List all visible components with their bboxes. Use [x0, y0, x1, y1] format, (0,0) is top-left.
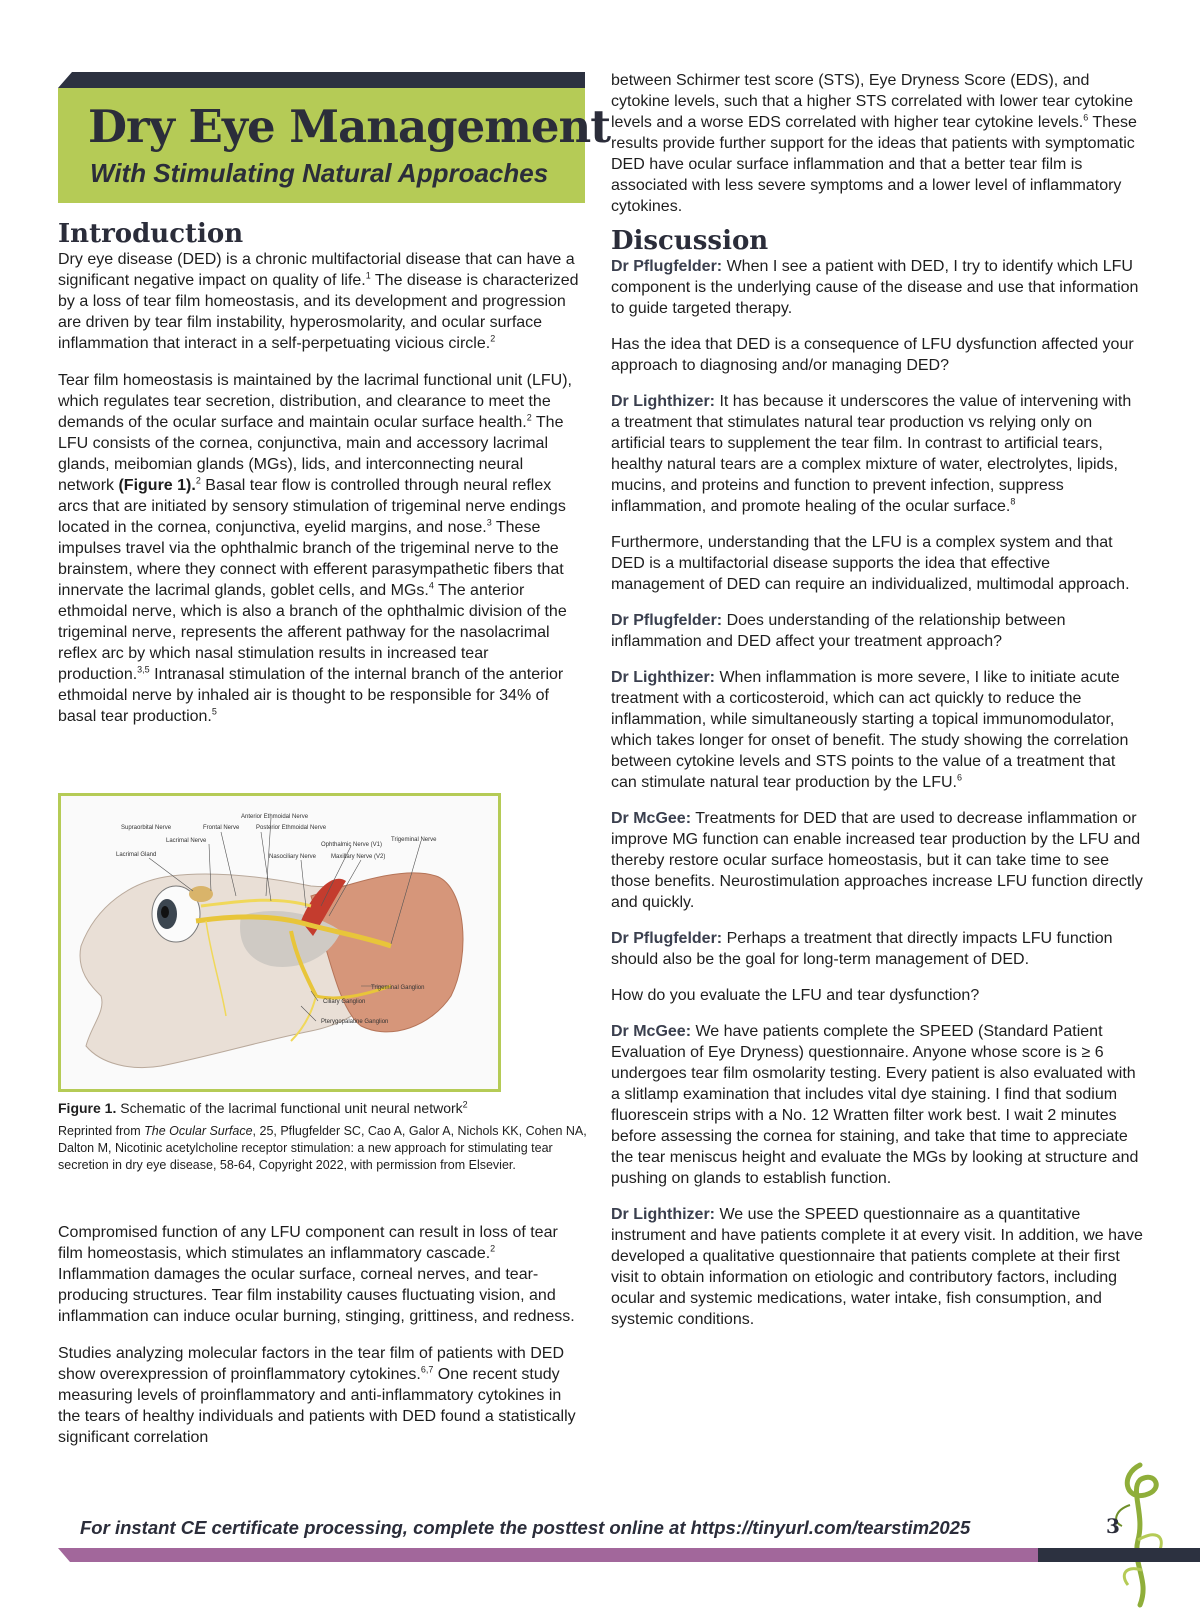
label-anterior-ethmoidal: Anterior Ethmoidal Nerve	[241, 814, 309, 820]
figure-1-caption: Figure 1. Schematic of the lacrimal functional unit neural network$^2$	[58, 1099, 468, 1116]
label-pterygopalatine: Pterygopalatine Ganglion	[321, 1019, 389, 1025]
banner-accent-bar	[58, 72, 585, 88]
label-ciliary-ganglion: Ciliary Ganglion	[323, 999, 366, 1005]
page-number: 3	[1106, 1514, 1120, 1538]
discussion-item: Dr McGee: We have patients complete the SPEED (Standard Patient Evaluation of Eye Dryness) questionnaire. Anyone whose score is ≥ 6 undergoes tear film osmolarity testing. Every patient is also evaluated with a slitlamp examination that includes vital dye staining. I find that sodium fluorescein strips with a No. 12 Wratten filter work best. I wait 2 minutes before assessing the cornea for staining, and take that time to appreciate the tear meniscus height and evaluate the MGs by looking at structure and pushing on glands to establish function.	[611, 1023, 1139, 1187]
title-banner	[58, 88, 610, 203]
label-lacrimal-gland: Lacrimal Gland	[116, 852, 157, 858]
discussion-item: Dr Pflugfelder: Does understanding of the relationship between inflammation and DED affect your treatment approach?	[611, 612, 1066, 650]
discussion-item: Dr Lighthizer: When inflammation is more severe, I like to initiate acute treatment with a corticosteroid, which can act quickly to reduce the inflammation, while simultaneously starting a topical immunomodulator, which takes longer for onset of benefit. The study showing the correlation between cytokine levels and STS points to the value of a treatment that can stimulate natural tear production by the LFU.$^6$	[611, 669, 1129, 791]
footer-ce-instructions: For instant CE certificate processing, complete the posttest online at https://tinyurl.com/tearstim2025	[80, 1517, 971, 1538]
label-trigeminal-nerve: Trigeminal Nerve	[391, 837, 437, 843]
introduction-heading: Introduction	[58, 219, 244, 249]
paragraph-cytokine-correlation: between Schirmer test score (STS), Eye Dryness Score (EDS), and cytokine levels, such that a higher STS correlated with lower tear cytokine levels and a worse EDS correlated with higher tear cytokine levels.$^6$ These results provide further support for the ideas that patients with symptomatic DED have ocular surface inflammation and that a better tear film is associated with less severe symptoms and a lower level of inflammatory cytokines.	[611, 72, 1137, 215]
label-lacrimal-nerve: Lacrimal Nerve	[166, 838, 207, 844]
label-ophthalmic: Ophthalmic Nerve (V1)	[321, 842, 383, 848]
left-column-top	[58, 219, 583, 727]
discussion-item: Dr Lighthizer: We use the SPEED questionnaire as a quantitative instrument and have patients complete it at every visit. In addition, we have developed a qualitative questionnaire that patients complete at their first visit to obtain information on etiologic and contributory factors, including ocular and systemic medications, water intake, fish consumption, and systemic conditions.	[611, 1206, 1143, 1328]
figure-1-lacrimal-neural-network	[58, 793, 501, 1092]
posttest-link[interactable]: https://tinyurl.com/tearstim2025	[690, 1517, 971, 1538]
figure-1-reference: (Figure 1).	[118, 477, 196, 494]
intro-paragraph-1: Dry eye disease (DED) is a chronic multifactorial disease that can have a significant negative impact on quality of life.$^1$ The disease is characterized by a loss of tear film homeostasis, and its development and progression are driven by tear film instability, hyperosmolarity, and ocular surface inflammation that interact in a self-perpetuating vicious circle.$^2$	[58, 251, 579, 352]
discussion-heading: Discussion	[611, 226, 769, 256]
discussion-item: Dr Pflugfelder: Perhaps a treatment that directly impacts LFU function should also be the goal for long-term management of DED.	[611, 930, 1113, 968]
paragraph-molecular-factors: Studies analyzing molecular factors in the tear film of patients with DED show overexpression of proinflammatory cytokines.$^{6,7}$ One recent study measuring levels of proinflammatory and anti-inflammatory cytokines in the tears of healthy individuals and patients with DED found a statistically significant correlation	[58, 1345, 576, 1446]
label-posterior-ethmoidal: Posterior Ethmoidal Nerve	[256, 825, 327, 831]
figure-1-reprint-credit: Reprinted from The Ocular Surface, 25, Pflugfelder SC, Cao A, Galor A, Nichols KK, Cohen NA, Dalton M, Nicotinic acetylcholine receptor stimulation: a new approach for stimulating tear secretion in dry eye disease, 58-64, Copyright 2022, with permission from Elsevier.	[58, 1124, 587, 1172]
discussion-item: Dr Lighthizer: It has because it underscores the value of intervening with a treatment that stimulates natural tear production vs relying only on artificial tears to supplement the tear film. In contrast to artificial tears, healthy natural tears are a complex mixture of water, electrolytes, lipids, mucins, and proteins and function to prevent infection, suppress inflammation, and promote healing of the ocular surface.$^8$	[611, 393, 1132, 515]
discussion-question: Has the idea that DED is a consequence of LFU dysfunction affected your approach to diagnosing and/or managing DED?	[611, 336, 1134, 374]
page-subtitle: With Stimulating Natural Approaches	[90, 158, 549, 188]
discussion-question: How do you evaluate the LFU and tear dysfunction?	[611, 987, 980, 1004]
discussion-item: Dr McGee: Treatments for DED that are used to decrease inflammation or improve MG function can enable increased tear production by the LFU and thereby restore ocular surface homeostasis, but it can take time to see those benefits. Neurostimulation approaches increase LFU function directly and quickly.	[611, 810, 1143, 911]
label-maxillary: Maxillary Nerve (V2)	[331, 854, 386, 860]
label-nasociliary: Nasociliary Nerve	[269, 854, 317, 860]
anatomy-illustration	[61, 796, 498, 1089]
footer-purple-bar	[58, 1548, 1038, 1562]
discussion-item: Furthermore, understanding that the LFU is a complex system and that DED is a multifactorial disease supports the idea that effective management of DED can require an individualized, multimodal approach.	[611, 534, 1130, 593]
discussion-item: Dr Pflugfelder: When I see a patient with DED, I try to identify which LFU component is the underlying cause of the disease and use that information to guide targeted therapy.	[611, 258, 1139, 317]
footer-navy-bar	[1038, 1548, 1200, 1562]
left-column-bottom	[58, 1222, 583, 1448]
page-title: Dry Eye Management	[88, 100, 610, 153]
paragraph-compromised-function: Compromised function of any LFU component can result in loss of tear film homeostasis, which stimulates an inflammatory cascade.$^2$ Inflammation damages the ocular surface, corneal nerves, and tear-producing structures. Tear film instability causes fluctuating vision, and inflammation can induce ocular burning, stinging, grittiness, and redness.	[58, 1224, 575, 1325]
label-trigeminal-ganglion: Trigeminal Ganglion	[371, 985, 425, 991]
label-supraorbital: Supraorbital Nerve	[121, 825, 172, 831]
label-frontal: Frontal Nerve	[203, 825, 240, 831]
right-column	[611, 70, 1143, 1330]
intro-paragraph-2: Tear film homeostasis is maintained by the lacrimal functional unit (LFU), which regulates tear secretion, distribution, and clearance to meet the demands of the ocular surface and maintain ocular surface health.$^2$ The LFU consists of the cornea, conjunctiva, main and accessory lacrimal glands, meibomian glands (MGs), lids, and interconnecting neural network (Figure 1).$^2$ Basal tear flow is controlled through neural reflex arcs that are initiated by sensory stimulation of trigeminal nerve endings located in the cornea, conjunctiva, eyelid margins, and nose.$^3$ These impulses travel via the ophthalmic branch of the trigeminal nerve to the brainstem, where they connect with efferent parasympathetic fibers that innervate the lacrimal glands, goblet cells, and MGs.$^4$ The anterior ethmoidal nerve, which is also a branch of the ophthalmic division of the trigeminal nerve, represents the afferent pathway for the nasolacrimal reflex arc by which nasal stimulation results in increased tear production.$^{3,5}$ Intranasal stimulation of the internal branch of the anterior ethmoidal nerve by inhaled air is thought to be responsible for 34% of basal tear production.$^5$	[58, 372, 572, 725]
